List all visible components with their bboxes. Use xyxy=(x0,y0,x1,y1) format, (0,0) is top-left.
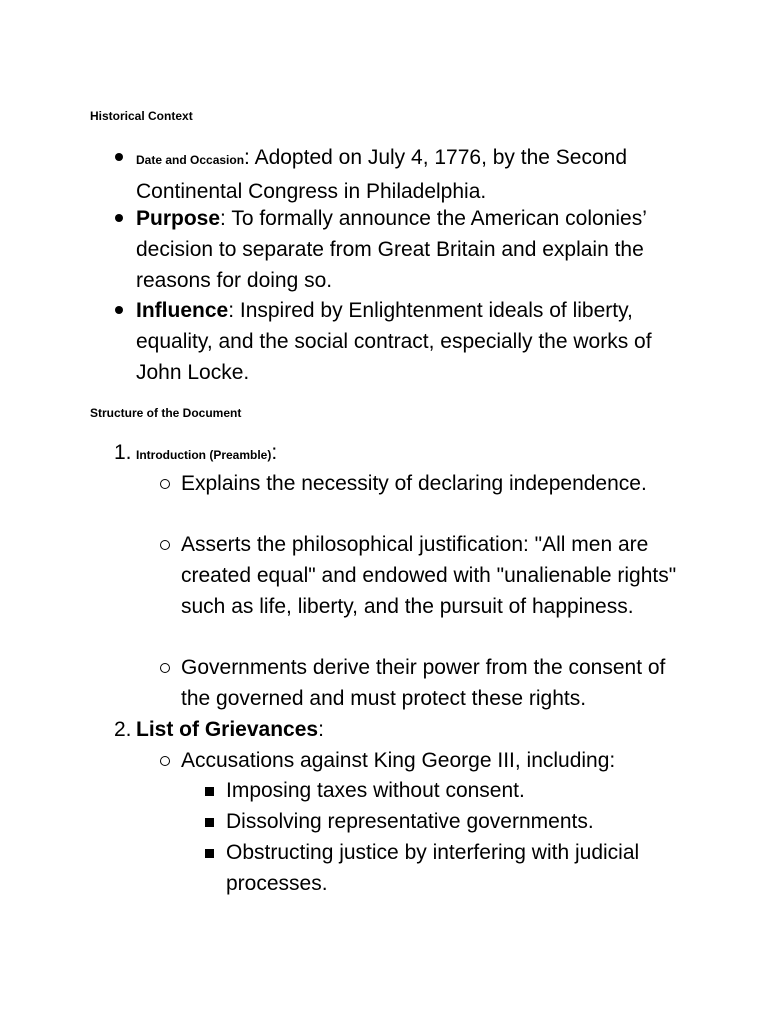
item-label: Introduction (Preamble) xyxy=(136,448,272,462)
circle-bullet-icon xyxy=(160,756,170,766)
sub-list-item: Asserts the philosophical justification: "All men are created equal" and endowed with "unalienable rights" such as life, liberty, and the pursuit of happiness. xyxy=(181,533,677,618)
item-label: Purpose xyxy=(136,207,221,230)
sub-list-item: Accusations against King George III, including: xyxy=(181,749,616,772)
item-separator: : xyxy=(228,299,235,322)
sub-list-item: Governments derive their power from the consent of the governed and must protect these rights. xyxy=(181,656,666,710)
sub-sub-list-item: Dissolving representative governments. xyxy=(226,810,594,833)
bullet-icon xyxy=(115,153,123,161)
list-item-date-and-occasion xyxy=(136,142,696,207)
item-separator: : xyxy=(318,718,324,741)
item-separator: : xyxy=(271,441,278,464)
list-number: 2. xyxy=(114,718,132,741)
section-heading-structure: Structure of the Document xyxy=(90,406,242,420)
sub-sub-list-item: Obstructing justice by interfering with judicial processes. xyxy=(226,841,640,895)
bullet-icon xyxy=(115,306,123,314)
item-separator: : xyxy=(220,207,226,230)
item-text: Inspired by Enlightenment ideals of liberty, equality, and the social contract, especially the works of John Locke. xyxy=(136,299,652,384)
square-bullet-icon xyxy=(205,787,214,796)
item-separator: : xyxy=(244,146,250,169)
sub-list-item: Explains the necessity of declaring independence. xyxy=(181,472,647,495)
item-label: Influence xyxy=(136,299,229,322)
list-number: 1. xyxy=(114,441,132,464)
item-text: To formally announce the American colonies’ decision to separate from Great Britain and explain the reasons for doing so. xyxy=(136,207,647,292)
item-label: Date and Occasion xyxy=(136,153,245,167)
circle-bullet-icon xyxy=(160,540,170,550)
list-item-introduction xyxy=(136,437,636,471)
bullet-icon xyxy=(115,214,123,222)
item-label: List of Grievances xyxy=(136,718,319,741)
list-item-influence xyxy=(136,295,681,388)
list-item-purpose xyxy=(136,203,676,296)
sub-sub-list-item: Imposing taxes without consent. xyxy=(226,779,525,802)
item-text: Adopted on July 4, 1776, by the Second Continental Congress in Philadelphia. xyxy=(136,146,628,203)
circle-bullet-icon xyxy=(160,479,170,489)
section-heading-historical-context: Historical Context xyxy=(90,109,193,123)
square-bullet-icon xyxy=(205,818,214,827)
list-item-grievances xyxy=(136,714,636,745)
square-bullet-icon xyxy=(205,849,214,858)
circle-bullet-icon xyxy=(160,663,170,673)
